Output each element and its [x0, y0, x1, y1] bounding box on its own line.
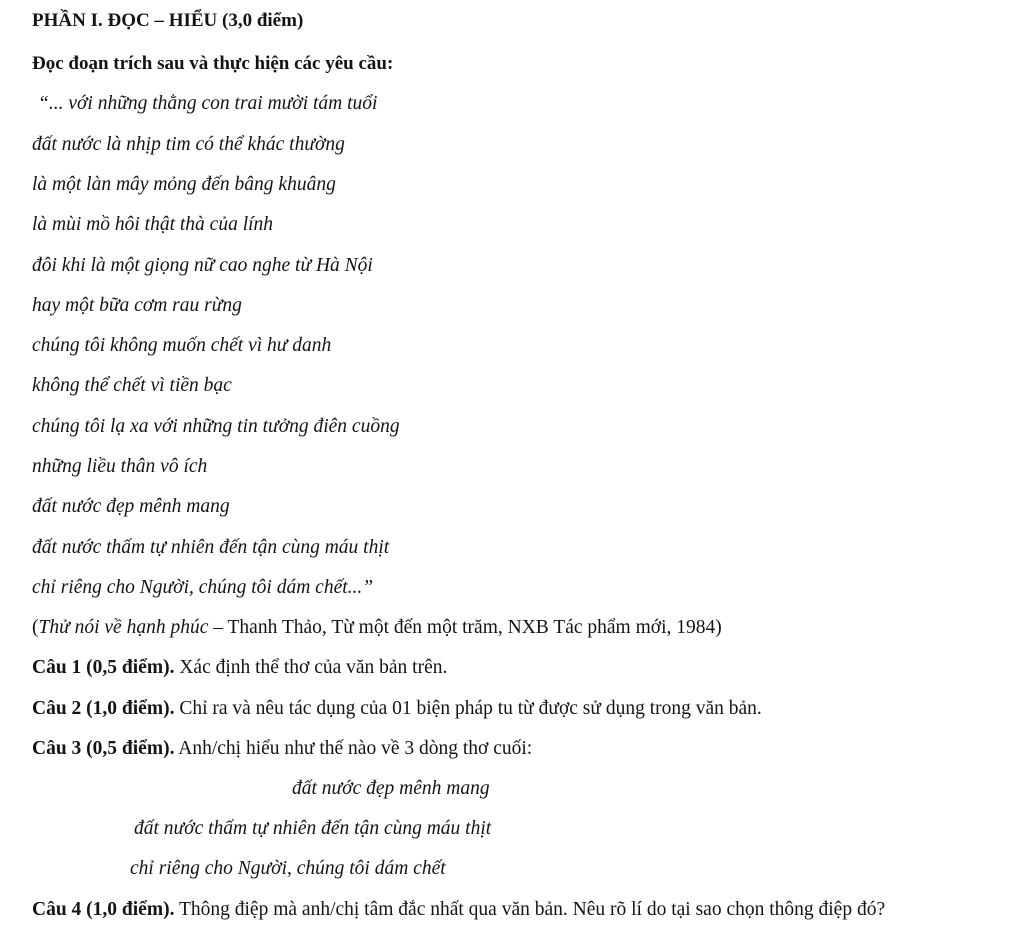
- question-text: Anh/chị hiểu như thế nào về 3 dòng thơ cuối:: [174, 738, 533, 759]
- poem-line: hay một bữa cơm rau rừng: [32, 295, 242, 316]
- question-label: Câu 1 (0,5 điểm).: [32, 657, 175, 678]
- source-open-paren: (: [32, 617, 39, 638]
- question-4: [32, 897, 1007, 922]
- poem-line: “... với những thằng con trai mười tám tuổi: [38, 93, 378, 114]
- question-text: Xác định thể thơ của văn bản trên.: [174, 657, 448, 678]
- poem-line: đất nước đẹp mênh mang: [32, 496, 230, 517]
- question-2: [32, 697, 762, 721]
- poem-line: đất nước thấm tự nhiên đến tận cùng máu thịt: [32, 537, 390, 558]
- poem-line: chúng tôi không muốn chết vì hư danh: [32, 335, 332, 356]
- poem-line: chúng tôi lạ xa với những tin tưởng điên cuồng: [32, 416, 400, 437]
- poem-line: không thể chết vì tiền bạc: [32, 375, 232, 396]
- quoted-line: đất nước đẹp mênh mang: [292, 778, 490, 799]
- question-text: Chỉ ra và nêu tác dụng của 01 biện pháp tu từ được sử dụng trong văn bản.: [174, 698, 762, 719]
- poem-line: đất nước là nhịp tim có thể khác thường: [32, 134, 345, 155]
- source-citation: [32, 616, 722, 640]
- question-3: [32, 737, 532, 761]
- question-label: Câu 2 (1,0 điểm).: [32, 698, 175, 719]
- question-text: Thông điệp mà anh/chị tâm đắc nhất qua văn bản. Nêu rõ lí do tại sao chọn thông điệp đó?: [174, 899, 886, 920]
- instruction-text: Đọc đoạn trích sau và thực hiện các yêu cầu:: [32, 53, 394, 74]
- poem-line: là mùi mồ hôi thật thà của lính: [32, 214, 274, 235]
- question-label: Câu 4 (1,0 điểm).: [32, 899, 175, 920]
- question-label: Câu 3 (0,5 điểm).: [32, 738, 175, 759]
- poem-line: những liều thân vô ích: [32, 456, 208, 477]
- source-work-title: Thử nói về hạnh phúc: [38, 617, 209, 638]
- quoted-line: đất nước thấm tự nhiên đến tận cùng máu thịt: [134, 818, 492, 839]
- poem-line: đôi khi là một giọng nữ cao nghe từ Hà Nội: [32, 255, 373, 276]
- poem-line: chỉ riêng cho Người, chúng tôi dám chết...”: [32, 577, 374, 598]
- source-details: – Thanh Thảo, Từ một đến một trăm, NXB Tác phẩm mới, 1984): [208, 617, 722, 638]
- question-1: [32, 656, 447, 680]
- quoted-line: chỉ riêng cho Người, chúng tôi dám chết: [130, 858, 446, 879]
- poem-line: là một làn mây mỏng đến bâng khuâng: [32, 174, 336, 195]
- section-title: PHẦN I. ĐỌC – HIỂU (3,0 điểm): [32, 10, 304, 31]
